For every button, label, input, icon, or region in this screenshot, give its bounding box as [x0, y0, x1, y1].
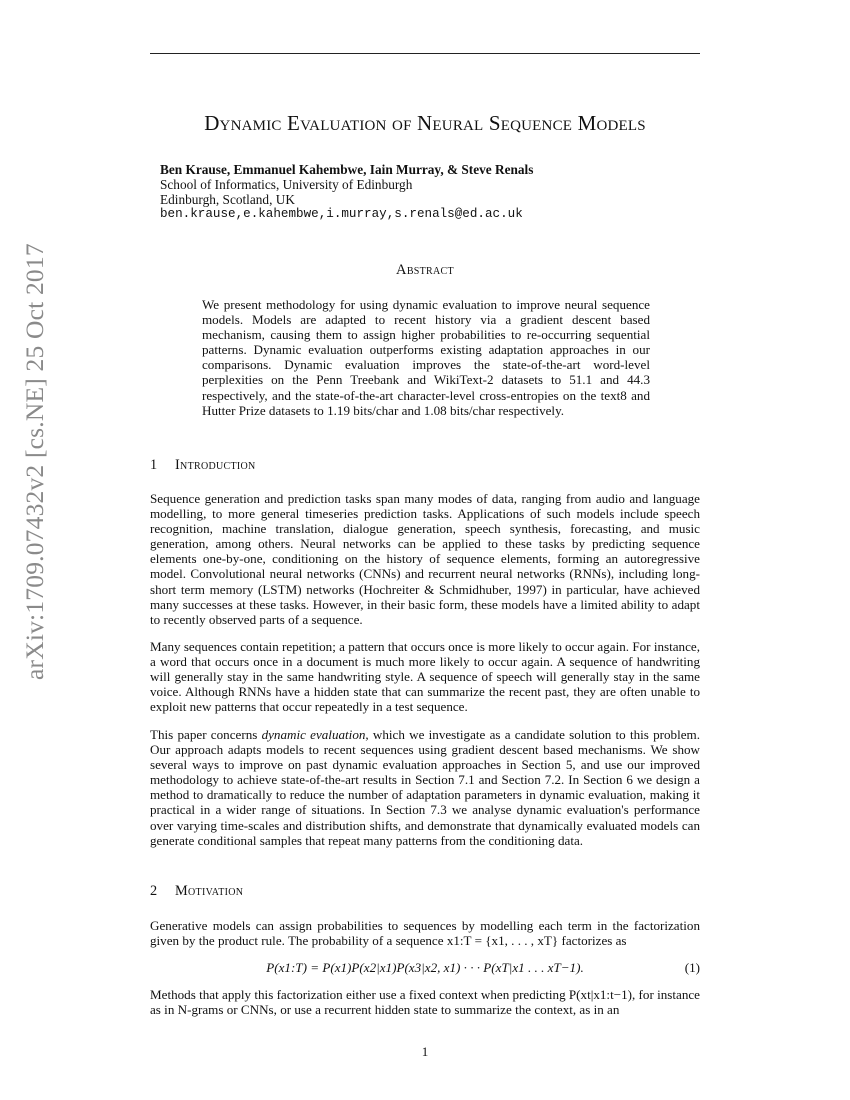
section-2-number: 2 — [150, 883, 158, 899]
intro-paragraph-2: Many sequences contain repetition; a pattern that occurs once is more likely to occur again. For instance, a word that occurs once in a document is much more likely to occur again. A sequence of handwriting will generally stay in the same handwriting style. A sequence of speech will generally stay in the same voice. Although RNNs have a hidden state that can summarize the recent past, they are often unable to exploit new patterns that occur repeatedly in a test sequence. — [150, 639, 700, 715]
section-1-number: 1 — [150, 457, 158, 473]
abstract-heading: Abstract — [396, 262, 454, 278]
intro-p3-start: This paper concerns — [150, 727, 262, 742]
abstract-text: We present methodology for using dynamic evaluation to improve neural sequence models. Models are adapted to recent history via a gradient descent based mechanism, causing them to assign higher probabilities to re-occurring sequential patterns. Dynamic evaluation outperforms existing adaptation approaches in our comparisons. Dynamic evaluation improves the state-of-the-art word-level perplexities on the Penn Treebank and WikiText-2 datasets to 51.1 and 44.3 respectively, and the state-of-the-art character-level cross-entropies on the text8 and Hutter Prize datasets to 1.19 bits/char and 1.08 bits/char respectively. — [202, 297, 650, 418]
intro-p3-emphasis: dynamic evaluation — [261, 727, 366, 742]
paper-title: Dynamic Evaluation of Neural Sequence Models — [204, 111, 646, 135]
author-location: Edinburgh, Scotland, UK — [160, 192, 295, 207]
arxiv-stamp: arXiv:1709.07432v2 [cs.NE] 25 Oct 2017 — [20, 243, 49, 680]
page-number: 1 — [421, 1044, 429, 1059]
equation-1-formula: P(x1:T) = P(x1)P(x2|x1)P(x3|x2, x1) · · · P(xT|x1 . . . xT−1). — [266, 960, 584, 975]
intro-paragraph-3 — [150, 727, 700, 848]
section-1-heading — [150, 457, 256, 474]
motivation-paragraph-1: Generative models can assign probabilities to sequences by modelling each term in the factorization given by the product rule. The probability of a sequence x1:T = {x1, . . . , xT} factorizes as — [150, 918, 700, 949]
author-block — [160, 162, 533, 222]
author-emails: ben.krause,e.kahembwe,i.murray,s.renals@ed.ac.uk — [160, 207, 523, 221]
intro-paragraph-1: Sequence generation and prediction tasks span many modes of data, ranging from audio and language modelling, to more general timeseries prediction tasks. Applications of such models include speech recognition, machine translation, dialogue generation, speech synthesis, forecasting, and music generation, among others. Neural networks can be applied to these tasks by predicting sequence elements one-by-one, conditioning on the history of sequence elements, forming an autoregressive model. Convolutional neural networks (CNNs) and recurrent neural networks (RNNs), including long-short term memory (LSTM) networks (Hochreiter & Schmidhuber, 1997) in particular, have achieved many successes at these tasks. However, in their basic form, these models have a limited ability to adapt to recently observed parts of a sequence. — [150, 491, 700, 627]
section-2-heading — [150, 883, 243, 900]
equation-1 — [150, 960, 700, 978]
equation-1-number: (1) — [684, 960, 700, 975]
author-affiliation: School of Informatics, University of Edinburgh — [160, 177, 413, 192]
section-2-title: Motivation — [175, 883, 244, 899]
top-rule — [150, 53, 700, 54]
motivation-paragraph-2: Methods that apply this factorization either use a fixed context when predicting P(xt|x1:t−1), for instance as in N-grams or CNNs, or use a recurrent hidden state to summarize the context, as in an — [150, 987, 700, 1018]
section-1-title: Introduction — [175, 457, 256, 473]
intro-p3-end: , which we investigate as a candidate solution to this problem. Our approach adapts models to recent sequences using gradient descent based mechanisms. We show several ways to improve on past dynamic evaluation approaches in Section 5, and use our improved methodology to achieve state-of-the-art results in Section 7.1 and Section 7.2. In Section 6 we design a method to dramatically to reduce the number of adaptation parameters in dynamic evaluation, making it practical in a wider range of situations. In Section 7.3 we analyse dynamic evaluation's performance over varying time-scales and distribution shifts, and demonstrate that dynamically evaluated models can generate conditional samples that repeat many patterns from the conditioning data. — [150, 727, 700, 848]
author-names: Ben Krause, Emmanuel Kahembwe, Iain Murray, & Steve Renals — [160, 162, 534, 177]
